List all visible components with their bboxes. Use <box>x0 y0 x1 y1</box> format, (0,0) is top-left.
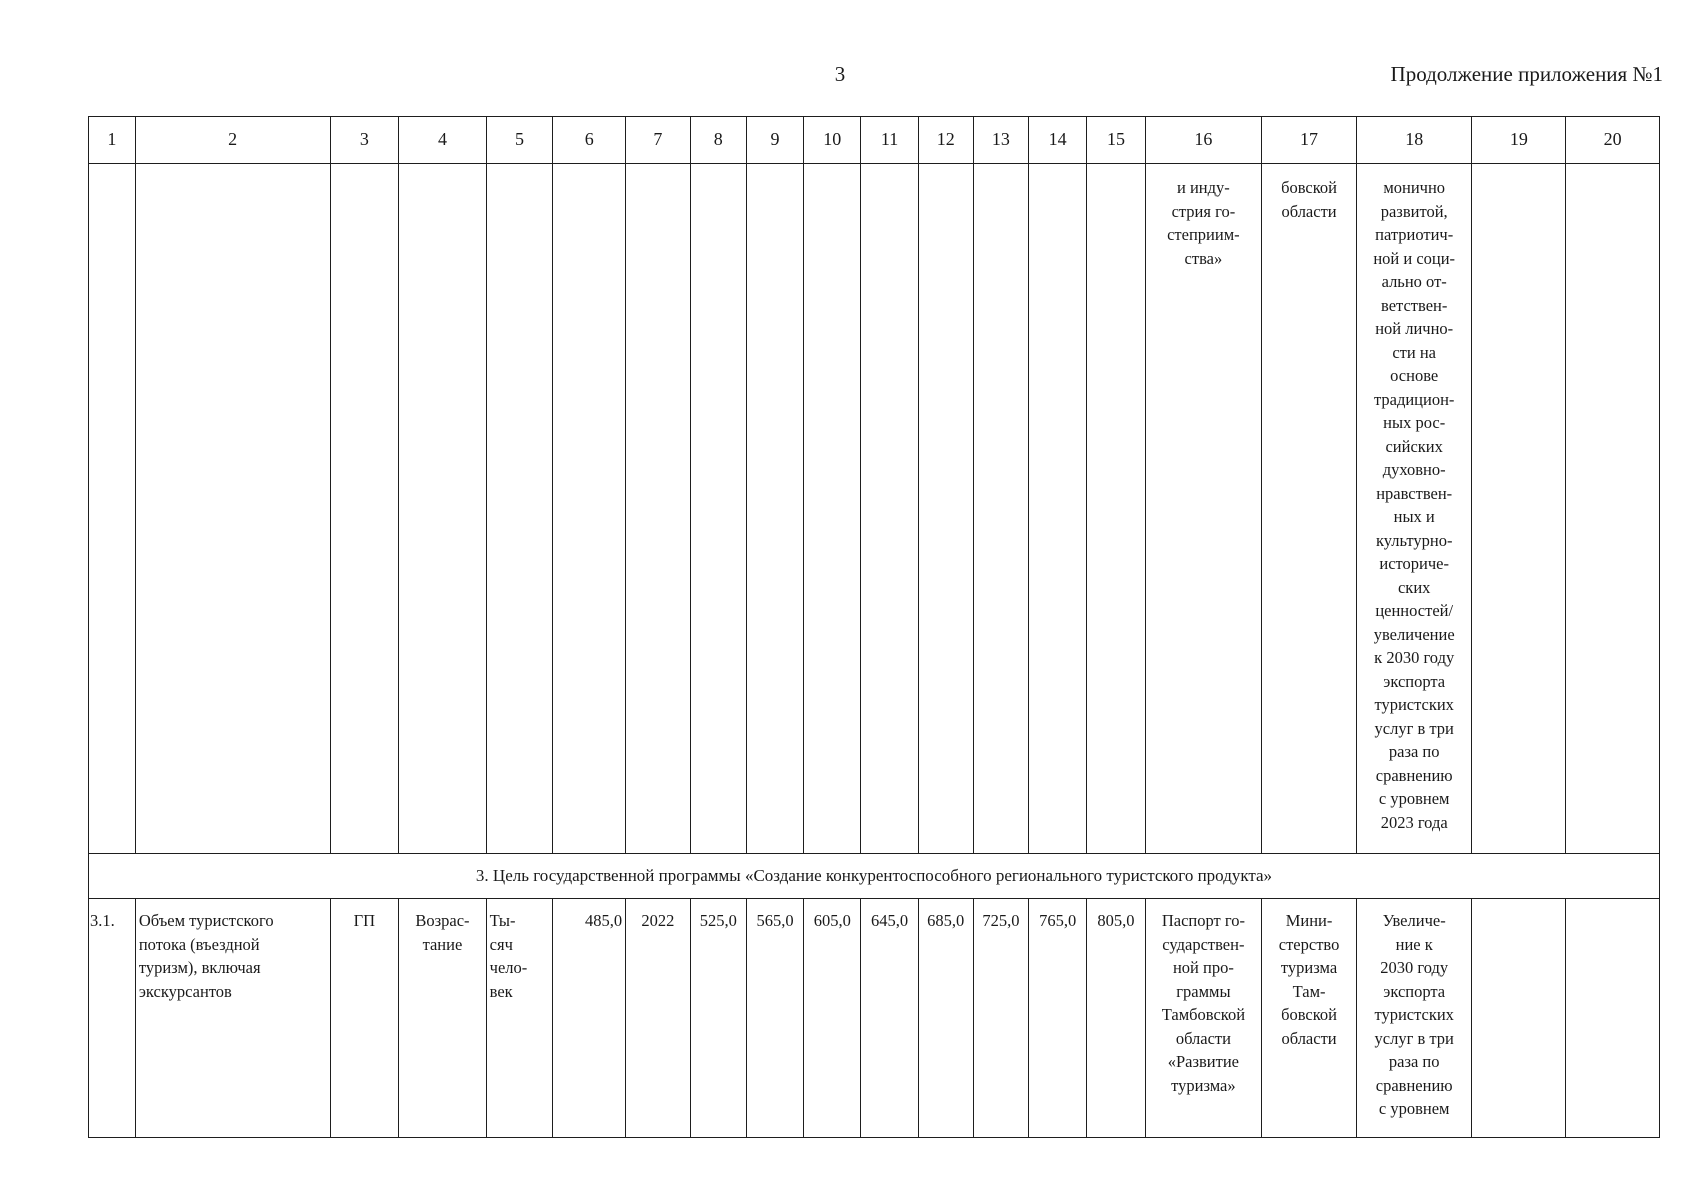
column-header: 9 <box>746 117 803 164</box>
column-header: 4 <box>399 117 486 164</box>
column-header: 11 <box>861 117 918 164</box>
column-header: 6 <box>553 117 626 164</box>
value-col-10: 605,0 <box>804 899 861 1138</box>
empty-cell <box>1087 164 1145 854</box>
column-header: 1 <box>89 117 136 164</box>
link-cell: Увеличе- ние к 2030 году экспорта туристских услуг в три раза по сравнению с уровнем <box>1356 899 1472 1138</box>
empty-cell <box>486 164 553 854</box>
section-title: 3. Цель государственной программы «Создание конкурентоспособного регионального туристского продукта» <box>89 854 1660 899</box>
link-cell-continued: монично развитой, патриотич- ной и соци- ально от- ветствен- ной лично- сти на основе традицион- ных рос- сийских духовно- нравствен- ных и культурно- историче- ских ценностей/ увеличение к 2030 году экспорта туристских услуг в три раза по сравнению с уровнем 2023 года <box>1356 164 1472 854</box>
column-header: 13 <box>973 117 1028 164</box>
responsible-cell-continued: бовской области <box>1262 164 1357 854</box>
column-header: 10 <box>804 117 861 164</box>
column-header: 8 <box>690 117 746 164</box>
indicator-level: ГП <box>330 899 399 1138</box>
column-header: 20 <box>1566 117 1660 164</box>
empty-cell <box>1566 164 1660 854</box>
section-header-row <box>89 854 1660 899</box>
empty-cell <box>861 164 918 854</box>
empty-cell <box>1029 164 1087 854</box>
page-number: 3 <box>834 62 846 86</box>
empty-cell <box>804 164 861 854</box>
column-header: 5 <box>486 117 553 164</box>
continuation-row <box>89 164 1660 854</box>
value-col-14: 765,0 <box>1029 899 1087 1138</box>
column-header: 17 <box>1262 117 1357 164</box>
indicators-table <box>88 116 1660 1138</box>
empty-cell <box>690 164 746 854</box>
value-col-12: 685,0 <box>918 899 973 1138</box>
empty-cell <box>1472 899 1566 1138</box>
indicator-name: Объем туристского потока (въездной туризм), включая экскурсантов <box>135 899 330 1138</box>
column-header: 14 <box>1029 117 1087 164</box>
empty-cell <box>626 164 691 854</box>
empty-cell <box>1566 899 1660 1138</box>
value-col-11: 645,0 <box>861 899 918 1138</box>
indicator-direction: Возрас- тание <box>399 899 486 1138</box>
base-value: 485,0 <box>553 899 626 1138</box>
empty-cell <box>973 164 1028 854</box>
appendix-continuation-label: Продолжение приложения №1 <box>1390 62 1663 86</box>
document-cell: Паспорт го- сударствен- ной про- граммы Тамбовской области «Развитие туризма» <box>1145 899 1262 1138</box>
empty-cell <box>135 164 330 854</box>
row-number: 3.1. <box>89 899 136 1138</box>
empty-cell <box>746 164 803 854</box>
column-header: 19 <box>1472 117 1566 164</box>
value-col-8: 525,0 <box>690 899 746 1138</box>
column-header: 7 <box>626 117 691 164</box>
value-col-15: 805,0 <box>1087 899 1145 1138</box>
column-header: 3 <box>330 117 399 164</box>
empty-cell <box>89 164 136 854</box>
table-row <box>89 899 1660 1138</box>
empty-cell <box>330 164 399 854</box>
empty-cell <box>399 164 486 854</box>
column-header: 15 <box>1087 117 1145 164</box>
column-number-row <box>89 117 1660 164</box>
value-col-9: 565,0 <box>746 899 803 1138</box>
base-year: 2022 <box>626 899 691 1138</box>
column-header: 16 <box>1145 117 1262 164</box>
value-col-13: 725,0 <box>973 899 1028 1138</box>
column-header: 12 <box>918 117 973 164</box>
document-cell-continued: и инду- стрия го- степриим- ства» <box>1145 164 1262 854</box>
unit-of-measure: Ты- сяч чело- век <box>486 899 553 1138</box>
column-header: 18 <box>1356 117 1472 164</box>
empty-cell <box>553 164 626 854</box>
responsible-cell: Мини- стерство туризма Там- бовской области <box>1262 899 1357 1138</box>
empty-cell <box>1472 164 1566 854</box>
column-header: 2 <box>135 117 330 164</box>
empty-cell <box>918 164 973 854</box>
